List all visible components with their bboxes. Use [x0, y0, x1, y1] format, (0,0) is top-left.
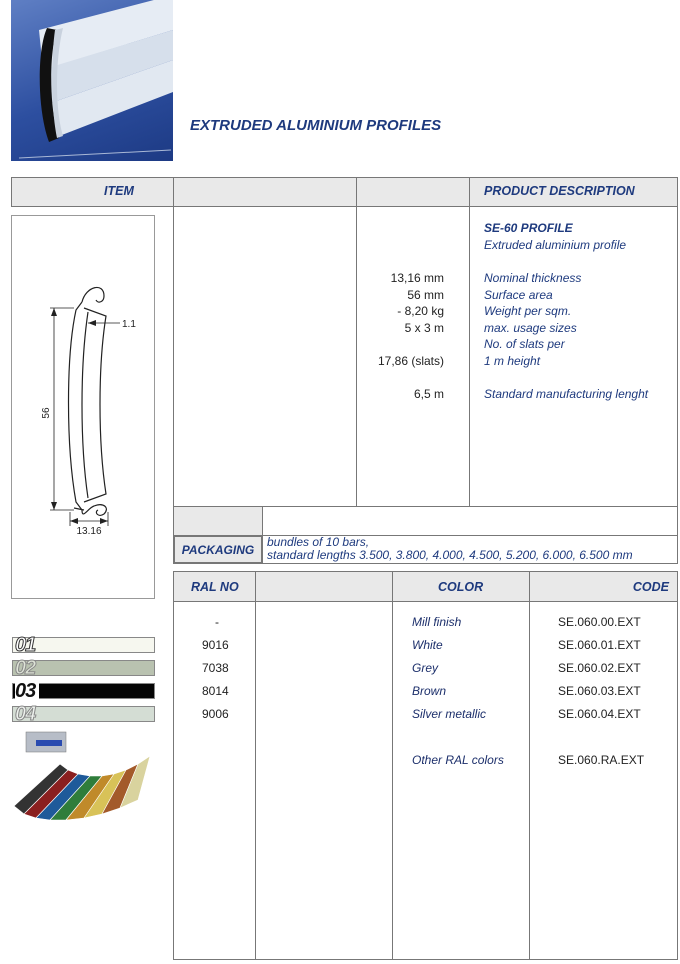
header-code: CODE	[632, 580, 669, 594]
color-cell: Grey	[412, 661, 439, 675]
spec-label: max. usage sizes	[484, 321, 577, 335]
dim-thickness-label: 1.1	[122, 319, 136, 330]
divider	[392, 572, 393, 959]
divider	[356, 177, 357, 507]
header-product-description: PRODUCT DESCRIPTION	[484, 184, 635, 198]
header-ral: RAL NO	[191, 580, 239, 594]
spec-label: 1 m height	[484, 354, 541, 368]
color-cell: Other RAL colors	[412, 753, 504, 767]
spec-value: 5 x 3 m	[404, 321, 444, 335]
swatch-03	[12, 680, 155, 702]
packaging-label: PACKAGING	[174, 536, 262, 563]
spec-label: Weight per sqm.	[484, 304, 572, 318]
profile-drawing	[11, 215, 155, 599]
spec-label: Nominal thickness	[484, 271, 582, 285]
divider	[529, 572, 530, 959]
ral-cell: 8014	[202, 684, 229, 698]
color-cell: Brown	[412, 684, 447, 698]
swatch-04	[12, 703, 155, 725]
color-cell: Silver metallic	[412, 707, 487, 721]
swatch-02	[12, 657, 155, 679]
packaging-line1: bundles of 10 bars,	[267, 535, 370, 549]
code-cell: SE.060.01.EXT	[558, 638, 641, 652]
spec-value: 13,16 mm	[390, 271, 444, 285]
code-cell: SE.060.02.EXT	[558, 661, 641, 675]
code-cell: SE.060.03.EXT	[558, 684, 641, 698]
divider	[173, 563, 678, 564]
header-item: ITEM	[104, 184, 134, 198]
divider	[469, 177, 470, 507]
shaded-cell	[174, 507, 262, 535]
spec-label: Surface area	[484, 288, 553, 302]
color-cell: White	[412, 638, 443, 652]
spec-value: - 8,20 kg	[397, 304, 444, 318]
packaging-line2: standard lengths 3.500, 3.800, 4.000, 4.500, 5.200, 6.000, 6.500 mm	[267, 548, 633, 562]
packaging-text	[267, 536, 633, 562]
ral-color-fan-image	[10, 730, 156, 822]
code-cell: SE.060.00.EXT	[558, 615, 641, 629]
code-cell: SE.060.RA.EXT	[558, 753, 645, 767]
code-cell: SE.060.04.EXT	[558, 707, 641, 721]
header-color: COLOR	[438, 580, 484, 594]
divider	[255, 572, 256, 959]
product-subtitle: Extruded aluminium profile	[484, 238, 627, 252]
ral-cell: 7038	[202, 661, 229, 675]
spec-label: Standard manufacturing lenght	[484, 387, 649, 401]
swatch-number: 04	[15, 703, 36, 725]
spec-value: 56 mm	[407, 288, 444, 302]
divider	[173, 177, 174, 207]
color-table-header	[174, 572, 677, 602]
swatch-number: 01	[15, 634, 36, 656]
product-name: SE-60 PROFILE	[484, 221, 573, 235]
page-title: EXTRUDED ALUMINIUM PROFILES	[190, 117, 442, 134]
spec-value: 17,86 (slats)	[377, 354, 444, 368]
product-photo	[11, 0, 173, 161]
ral-cell: 9006	[202, 707, 229, 721]
swatch-number: 03	[15, 680, 39, 703]
ral-cell: -	[215, 615, 219, 629]
spec-label: No. of slats per	[484, 337, 565, 351]
spec-value: 6,5 m	[413, 387, 444, 401]
ral-cell: 9016	[202, 638, 229, 652]
swatch-01	[12, 634, 155, 656]
swatch-number: 02	[15, 657, 36, 679]
dim-width-label: 13.16	[76, 526, 102, 537]
dim-height-label: 56	[41, 407, 52, 419]
color-cell: Mill finish	[412, 615, 462, 629]
